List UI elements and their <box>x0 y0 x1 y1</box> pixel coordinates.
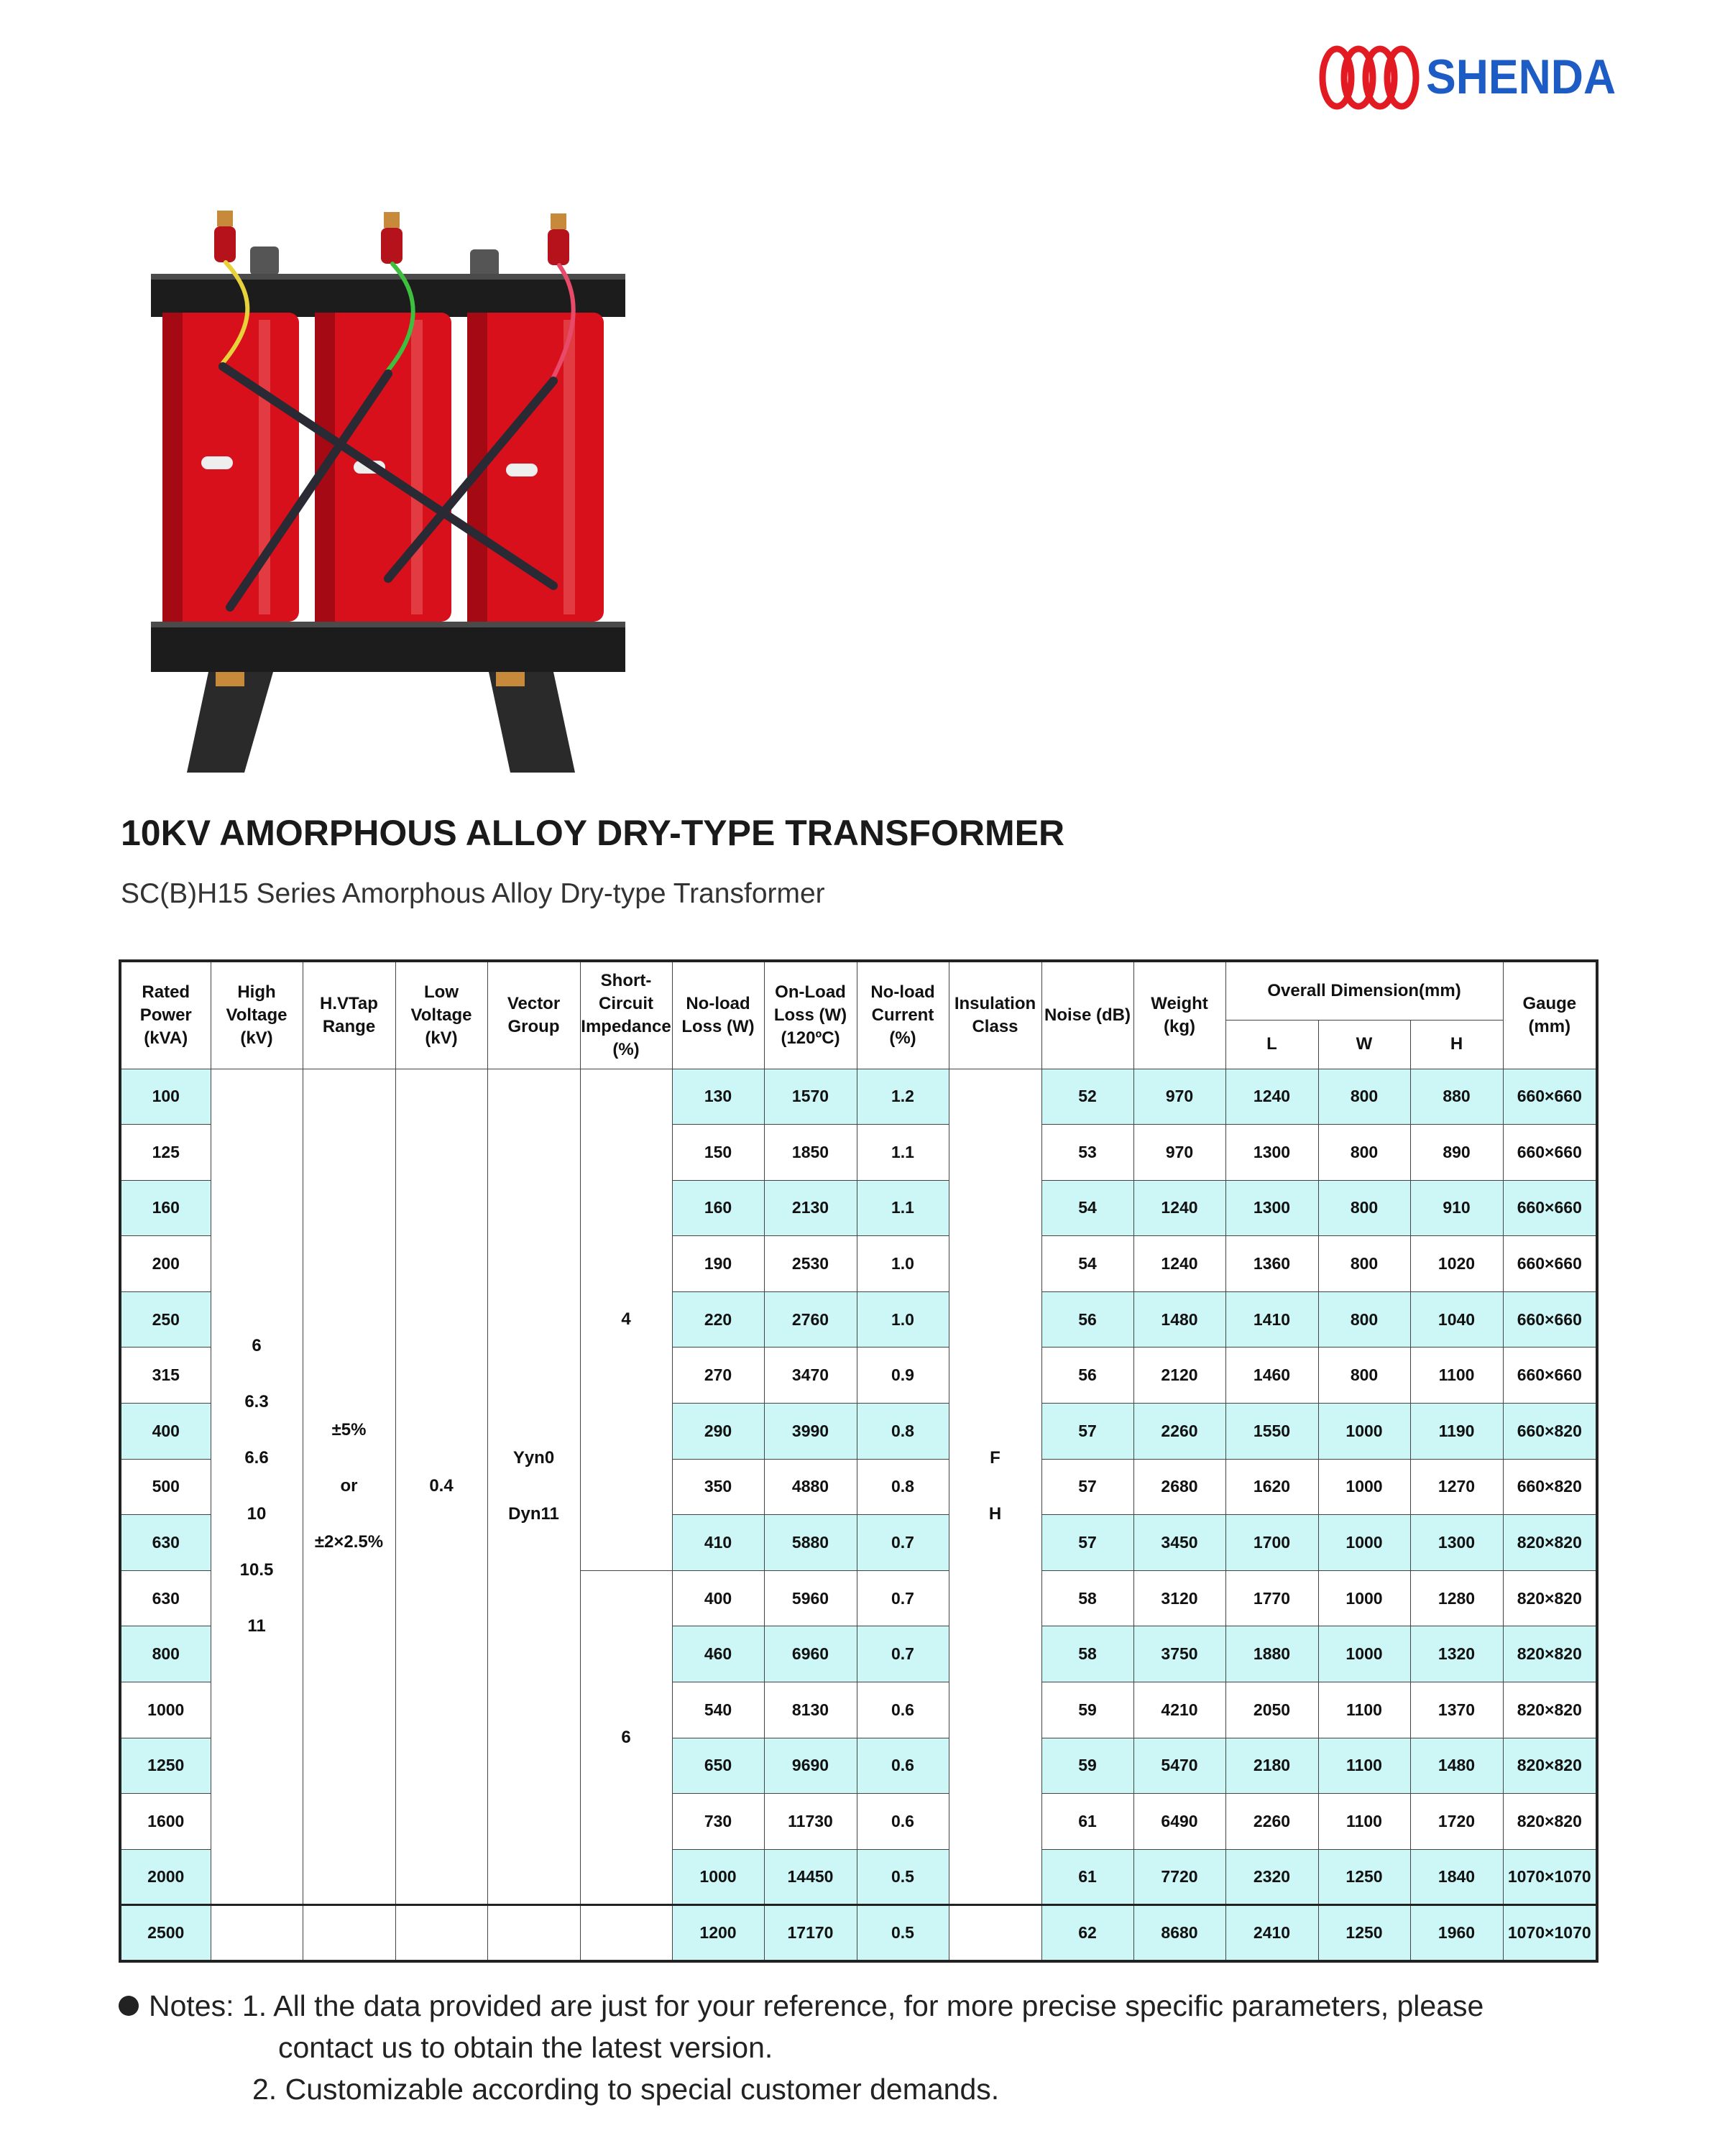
dimension-h-cell: 1100 <box>1410 1348 1503 1404</box>
gauge-cell: 660×820 <box>1503 1404 1597 1460</box>
dimension-l-cell: 1240 <box>1225 1069 1318 1125</box>
gauge-cell: 660×660 <box>1503 1348 1597 1404</box>
on-load-loss-cell: 3470 <box>764 1348 857 1404</box>
on-load-loss-cell: 2530 <box>764 1236 857 1292</box>
no-load-current-cell: 1.1 <box>857 1125 949 1181</box>
on-load-loss-cell: 14450 <box>764 1849 857 1905</box>
header-overall-dimension: Overall Dimension(mm) <box>1225 961 1503 1020</box>
gauge-cell: 660×660 <box>1503 1069 1597 1125</box>
hv-tap-range-cell <box>303 1069 395 1905</box>
dimension-h-cell: 1320 <box>1410 1626 1503 1682</box>
no-load-current-cell: 0.7 <box>857 1626 949 1682</box>
header-dim-h: H <box>1410 1020 1503 1069</box>
header-insulation-class: Insulation Class <box>949 961 1041 1069</box>
no-load-loss-cell: 730 <box>672 1794 764 1850</box>
hv-tap-range-cell-line: or <box>340 1476 358 1496</box>
dimension-l-cell: 1300 <box>1225 1180 1318 1236</box>
rated-power-cell: 250 <box>120 1291 211 1348</box>
high-voltage-cell <box>211 1069 303 1905</box>
no-load-current-cell: 0.7 <box>857 1515 949 1571</box>
no-load-current-cell: 1.0 <box>857 1291 949 1348</box>
rated-power-cell: 630 <box>120 1570 211 1626</box>
no-load-current-cell: 0.9 <box>857 1348 949 1404</box>
weight-cell: 1480 <box>1133 1291 1225 1348</box>
rated-power-cell: 160 <box>120 1180 211 1236</box>
weight-cell: 6490 <box>1133 1794 1225 1850</box>
noise-cell: 58 <box>1041 1570 1133 1626</box>
on-load-loss-cell: 17170 <box>764 1905 857 1961</box>
dimension-w-cell: 1000 <box>1318 1570 1410 1626</box>
header-gauge: Gauge (mm) <box>1503 961 1597 1069</box>
high-voltage-cell-line: 6.6 <box>244 1448 269 1468</box>
spec-table <box>119 959 1598 1963</box>
dimension-h-cell: 1300 <box>1410 1515 1503 1571</box>
dimension-h-cell: 1370 <box>1410 1682 1503 1738</box>
no-load-current-cell: 0.6 <box>857 1738 949 1794</box>
noise-cell: 52 <box>1041 1069 1133 1125</box>
table-row <box>120 1905 1597 1961</box>
rated-power-cell: 1250 <box>120 1738 211 1794</box>
noise-cell: 57 <box>1041 1515 1133 1571</box>
low-voltage-cell <box>395 1069 487 1905</box>
impedance-cell: 6 <box>580 1570 672 1905</box>
dimension-h-cell: 910 <box>1410 1180 1503 1236</box>
rated-power-cell: 200 <box>120 1236 211 1292</box>
on-load-loss-cell: 8130 <box>764 1682 857 1738</box>
dimension-w-cell: 1000 <box>1318 1404 1410 1460</box>
dimension-h-cell: 1840 <box>1410 1849 1503 1905</box>
gauge-cell: 820×820 <box>1503 1682 1597 1738</box>
header-low-voltage: Low Voltage (kV) <box>395 961 487 1069</box>
weight-cell: 970 <box>1133 1125 1225 1181</box>
impedance-cell: 4 <box>580 1069 672 1570</box>
vector-group-cell <box>487 1069 580 1905</box>
empty-cell <box>949 1905 1041 1961</box>
spec-table-body <box>120 1069 1597 1961</box>
no-load-current-cell: 0.5 <box>857 1849 949 1905</box>
dimension-w-cell: 1000 <box>1318 1515 1410 1571</box>
noise-cell: 53 <box>1041 1125 1133 1181</box>
no-load-loss-cell: 460 <box>672 1626 764 1682</box>
dimension-w-cell: 1100 <box>1318 1738 1410 1794</box>
gauge-cell: 660×660 <box>1503 1236 1597 1292</box>
dimension-l-cell: 1550 <box>1225 1404 1318 1460</box>
weight-cell: 8680 <box>1133 1905 1225 1961</box>
rated-power-cell: 800 <box>120 1626 211 1682</box>
empty-cell <box>303 1905 395 1961</box>
on-load-loss-cell: 2130 <box>764 1180 857 1236</box>
gauge-cell: 820×820 <box>1503 1570 1597 1626</box>
weight-cell: 4210 <box>1133 1682 1225 1738</box>
dimension-h-cell: 1040 <box>1410 1291 1503 1348</box>
high-voltage-cell-line: 10 <box>247 1504 267 1524</box>
empty-cell <box>580 1905 672 1961</box>
noise-cell: 59 <box>1041 1738 1133 1794</box>
insulation-class-cell-line: H <box>988 1504 1002 1524</box>
no-load-loss-cell: 410 <box>672 1515 764 1571</box>
dimension-h-cell: 1720 <box>1410 1794 1503 1850</box>
header-noise: Noise (dB) <box>1041 961 1133 1069</box>
page-subtitle: SC(B)H15 Series Amorphous Alloy Dry-type Transformer <box>121 878 825 909</box>
weight-cell: 3750 <box>1133 1626 1225 1682</box>
on-load-loss-cell: 2760 <box>764 1291 857 1348</box>
dimension-w-cell: 1100 <box>1318 1682 1410 1738</box>
dimension-h-cell: 1190 <box>1410 1404 1503 1460</box>
no-load-loss-cell: 540 <box>672 1682 764 1738</box>
vector-group-cell-line: Dyn11 <box>508 1504 559 1524</box>
brand-name: SHENDA <box>1426 50 1616 104</box>
no-load-loss-cell: 290 <box>672 1404 764 1460</box>
gauge-cell: 660×660 <box>1503 1291 1597 1348</box>
noise-cell: 57 <box>1041 1404 1133 1460</box>
hv-tap-range-cell-line: ±5% <box>331 1420 367 1440</box>
noise-cell: 54 <box>1041 1180 1133 1236</box>
no-load-loss-cell: 1000 <box>672 1849 764 1905</box>
on-load-loss-cell: 3990 <box>764 1404 857 1460</box>
header-weight: Weight (kg) <box>1133 961 1225 1069</box>
weight-cell: 3120 <box>1133 1570 1225 1626</box>
gauge-cell: 820×820 <box>1503 1515 1597 1571</box>
weight-cell: 7720 <box>1133 1849 1225 1905</box>
no-load-loss-cell: 160 <box>672 1180 764 1236</box>
header-dim-w: W <box>1318 1020 1410 1069</box>
noise-cell: 56 <box>1041 1348 1133 1404</box>
dimension-l-cell: 1410 <box>1225 1291 1318 1348</box>
dimension-w-cell: 800 <box>1318 1236 1410 1292</box>
no-load-loss-cell: 190 <box>672 1236 764 1292</box>
noise-cell: 58 <box>1041 1626 1133 1682</box>
rated-power-cell: 1000 <box>120 1682 211 1738</box>
on-load-loss-cell: 11730 <box>764 1794 857 1850</box>
empty-cell <box>487 1905 580 1961</box>
dimension-l-cell: 2260 <box>1225 1794 1318 1850</box>
dimension-l-cell: 2410 <box>1225 1905 1318 1961</box>
weight-cell: 1240 <box>1133 1236 1225 1292</box>
rated-power-cell: 125 <box>120 1125 211 1181</box>
gauge-cell: 820×820 <box>1503 1738 1597 1794</box>
gauge-cell: 820×820 <box>1503 1794 1597 1850</box>
empty-cell <box>211 1905 303 1961</box>
weight-cell: 2680 <box>1133 1459 1225 1515</box>
weight-cell: 1240 <box>1133 1180 1225 1236</box>
rated-power-cell: 400 <box>120 1404 211 1460</box>
weight-cell: 970 <box>1133 1069 1225 1125</box>
no-load-loss-cell: 270 <box>672 1348 764 1404</box>
rated-power-cell: 315 <box>120 1348 211 1404</box>
dimension-w-cell: 1100 <box>1318 1794 1410 1850</box>
header-no-load-current: No-load Current (%) <box>857 961 949 1069</box>
no-load-current-cell: 0.5 <box>857 1905 949 1961</box>
header-hv-tap-range: H.VTap Range <box>303 961 395 1069</box>
no-load-current-cell: 1.0 <box>857 1236 949 1292</box>
dimension-l-cell: 2180 <box>1225 1738 1318 1794</box>
high-voltage-cell-line: 10.5 <box>239 1560 274 1580</box>
notes-section <box>119 1985 1614 2110</box>
dimension-w-cell: 1000 <box>1318 1626 1410 1682</box>
on-load-loss-cell: 4880 <box>764 1459 857 1515</box>
table-row <box>120 1069 1597 1125</box>
no-load-loss-cell: 130 <box>672 1069 764 1125</box>
dimension-h-cell: 1960 <box>1410 1905 1503 1961</box>
dimension-l-cell: 2320 <box>1225 1849 1318 1905</box>
transformer-photo-icon <box>151 205 632 773</box>
no-load-current-cell: 0.6 <box>857 1682 949 1738</box>
header-dim-l: L <box>1225 1020 1318 1069</box>
high-voltage-cell-line: 11 <box>247 1616 266 1636</box>
on-load-loss-cell: 1570 <box>764 1069 857 1125</box>
dimension-h-cell: 1280 <box>1410 1570 1503 1626</box>
dimension-w-cell: 1000 <box>1318 1459 1410 1515</box>
no-load-current-cell: 1.2 <box>857 1069 949 1125</box>
gauge-cell: 660×820 <box>1503 1459 1597 1515</box>
dimension-w-cell: 800 <box>1318 1180 1410 1236</box>
dimension-h-cell: 1020 <box>1410 1236 1503 1292</box>
gauge-cell: 1070×1070 <box>1503 1849 1597 1905</box>
gauge-cell: 660×660 <box>1503 1180 1597 1236</box>
hv-tap-range-cell-line: ±2×2.5% <box>314 1532 384 1552</box>
on-load-loss-cell: 1850 <box>764 1125 857 1181</box>
dimension-h-cell: 880 <box>1410 1069 1503 1125</box>
on-load-loss-cell: 5880 <box>764 1515 857 1571</box>
dimension-l-cell: 1880 <box>1225 1626 1318 1682</box>
noise-cell: 61 <box>1041 1849 1133 1905</box>
vector-group-cell-line: Yyn0 <box>512 1448 555 1468</box>
insulation-class-cell-line: F <box>990 1448 1000 1468</box>
dimension-l-cell: 1460 <box>1225 1348 1318 1404</box>
gauge-cell: 660×660 <box>1503 1125 1597 1181</box>
rated-power-cell: 2000 <box>120 1849 211 1905</box>
gauge-cell: 1070×1070 <box>1503 1905 1597 1961</box>
header-on-load-loss: On-Load Loss (W) (120ºC) <box>764 961 857 1069</box>
rated-power-cell: 2500 <box>120 1905 211 1961</box>
dimension-l-cell: 1360 <box>1225 1236 1318 1292</box>
notes-prefix: Notes: <box>149 1989 234 2022</box>
no-load-loss-cell: 1200 <box>672 1905 764 1961</box>
weight-cell: 2260 <box>1133 1404 1225 1460</box>
dimension-w-cell: 1250 <box>1318 1905 1410 1961</box>
rated-power-cell: 100 <box>120 1069 211 1125</box>
dimension-h-cell: 1270 <box>1410 1459 1503 1515</box>
insulation-class-cell <box>949 1069 1041 1905</box>
no-load-loss-cell: 220 <box>672 1291 764 1348</box>
note-1-line-1: 1. All the data provided are just for your reference, for more precise specific parameters, please <box>242 1989 1484 2022</box>
shenda-logo <box>1318 42 1616 114</box>
no-load-current-cell: 0.8 <box>857 1459 949 1515</box>
note-2: 2. Customizable according to special customer demands. <box>252 2073 1000 2106</box>
note-1-line-2: contact us to obtain the latest version. <box>278 2031 773 2064</box>
rated-power-cell: 1600 <box>120 1794 211 1850</box>
dimension-w-cell: 800 <box>1318 1125 1410 1181</box>
high-voltage-cell-line: 6 <box>252 1336 262 1356</box>
high-voltage-cell-line: 6.3 <box>244 1392 269 1412</box>
note-1 <box>119 1985 1614 2027</box>
no-load-current-cell: 0.6 <box>857 1794 949 1850</box>
dimension-h-cell: 1480 <box>1410 1738 1503 1794</box>
dimension-l-cell: 1700 <box>1225 1515 1318 1571</box>
low-voltage-cell-line: 0.4 <box>429 1476 454 1496</box>
on-load-loss-cell: 9690 <box>764 1738 857 1794</box>
no-load-loss-cell: 150 <box>672 1125 764 1181</box>
noise-cell: 56 <box>1041 1291 1133 1348</box>
dimension-l-cell: 1770 <box>1225 1570 1318 1626</box>
weight-cell: 2120 <box>1133 1348 1225 1404</box>
header-impedance: Short-Circuit Impedance (%) <box>580 961 672 1069</box>
header-no-load-loss: No-load Loss (W) <box>672 961 764 1069</box>
no-load-loss-cell: 350 <box>672 1459 764 1515</box>
bullet-icon <box>119 1996 139 2016</box>
no-load-current-cell: 1.1 <box>857 1180 949 1236</box>
no-load-current-cell: 0.8 <box>857 1404 949 1460</box>
dimension-w-cell: 800 <box>1318 1069 1410 1125</box>
no-load-loss-cell: 400 <box>672 1570 764 1626</box>
dimension-l-cell: 1620 <box>1225 1459 1318 1515</box>
page-title: 10KV AMORPHOUS ALLOY DRY-TYPE TRANSFORMER <box>121 813 1065 853</box>
dimension-w-cell: 1250 <box>1318 1849 1410 1905</box>
no-load-loss-cell: 650 <box>672 1738 764 1794</box>
noise-cell: 57 <box>1041 1459 1133 1515</box>
rings-logo-icon <box>1318 42 1426 114</box>
dimension-l-cell: 1300 <box>1225 1125 1318 1181</box>
dimension-h-cell: 890 <box>1410 1125 1503 1181</box>
rated-power-cell: 500 <box>120 1459 211 1515</box>
dimension-l-cell: 2050 <box>1225 1682 1318 1738</box>
weight-cell: 3450 <box>1133 1515 1225 1571</box>
gauge-cell: 820×820 <box>1503 1626 1597 1682</box>
noise-cell: 59 <box>1041 1682 1133 1738</box>
empty-cell <box>395 1905 487 1961</box>
noise-cell: 61 <box>1041 1794 1133 1850</box>
dimension-w-cell: 800 <box>1318 1291 1410 1348</box>
header-high-voltage: High Voltage (kV) <box>211 961 303 1069</box>
on-load-loss-cell: 5960 <box>764 1570 857 1626</box>
on-load-loss-cell: 6960 <box>764 1626 857 1682</box>
dimension-w-cell: 800 <box>1318 1348 1410 1404</box>
noise-cell: 62 <box>1041 1905 1133 1961</box>
weight-cell: 5470 <box>1133 1738 1225 1794</box>
header-vector-group: Vector Group <box>487 961 580 1069</box>
spec-table-container <box>119 959 1596 1963</box>
no-load-current-cell: 0.7 <box>857 1570 949 1626</box>
rated-power-cell: 630 <box>120 1515 211 1571</box>
header-rated-power: Rated Power (kVA) <box>120 961 211 1069</box>
noise-cell: 54 <box>1041 1236 1133 1292</box>
